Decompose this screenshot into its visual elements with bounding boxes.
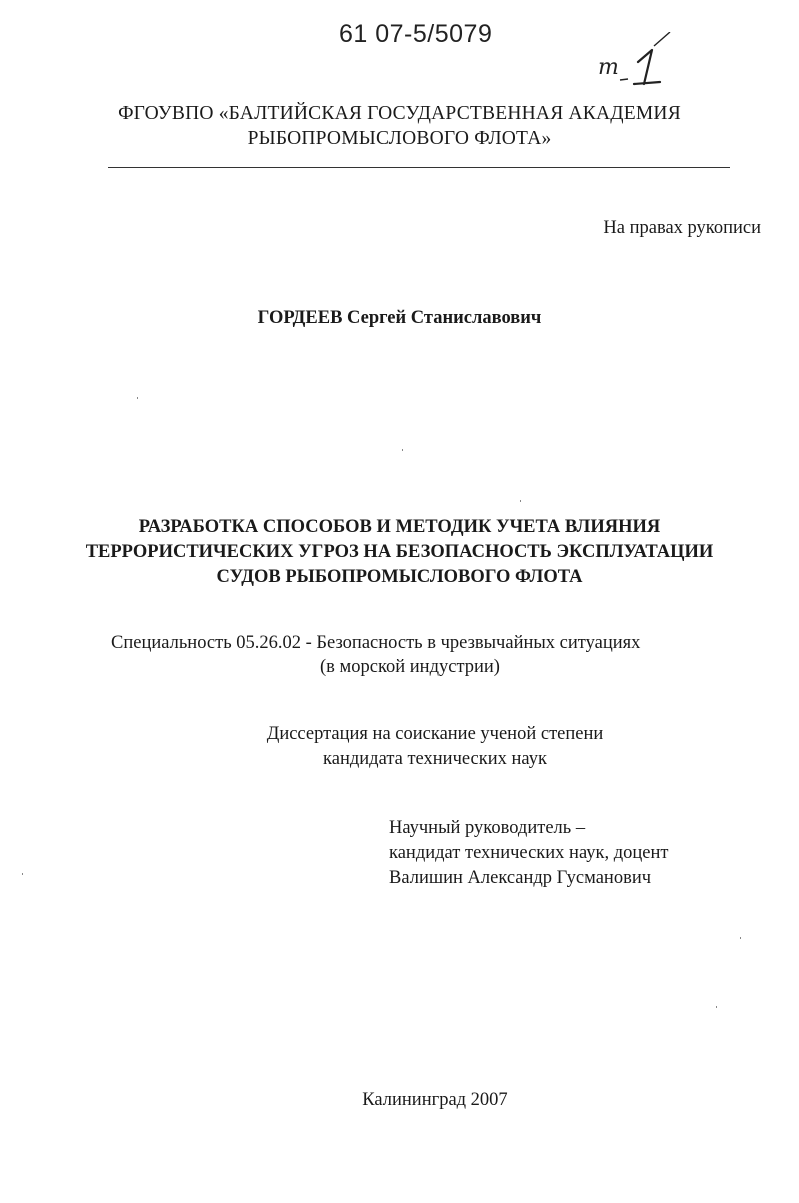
specialty-line [111, 633, 640, 654]
title-line-2: ТЕРРОРИСТИЧЕСКИХ УГРОЗ НА БЕЗОПАСНОСТЬ ЭКСПЛУАТАЦИИ [85, 542, 714, 562]
scan-speck [22, 873, 23, 875]
archive-stamp-number: 61 07-5/5079 [339, 20, 493, 48]
handwritten-slash [654, 32, 670, 46]
supervisor-name: Валишин Александр Гусманович [389, 868, 652, 888]
handwritten-letter: т [598, 55, 619, 80]
scan-speck [137, 397, 138, 399]
manuscript-rights: На правах рукописи [603, 218, 761, 238]
city-year: Калининград 2007 [362, 1090, 508, 1110]
title-line-1: РАЗРАБОТКА СПОСОБОВ И МЕТОДИК УЧЕТА ВЛИЯНИЯ [138, 517, 661, 537]
author-name: ГОРДЕЕВ Сергей Станиславович [257, 308, 542, 328]
handwritten-volume-mark [590, 32, 680, 94]
supervisor-role: Научный руководитель – [389, 818, 586, 838]
specialty-description: - Безопасность в чрезвычайных ситуациях [305, 633, 641, 653]
scan-speck [402, 449, 403, 451]
header-divider [108, 167, 730, 168]
title-line-3: СУДОВ РЫБОПРОМЫСЛОВОГО ФЛОТА [216, 567, 583, 587]
dissertation-degree [0, 722, 799, 772]
scan-speck [520, 500, 521, 502]
scan-speck [716, 1006, 717, 1008]
organization-line-1: ФГОУВПО «БАЛТИЙСКАЯ ГОСУДАРСТВЕННАЯ АКАДЕМИЯ [118, 103, 681, 124]
specialty-label: Специальность 05.26.02 [111, 633, 302, 653]
organization-name [0, 101, 799, 151]
handwritten-number-stroke [634, 50, 660, 84]
specialty-note: (в морской индустрии) [320, 657, 500, 677]
supervisor-block [389, 816, 668, 891]
degree-line-1: Диссертация на соискание ученой степени [266, 724, 604, 744]
handwritten-dash [620, 79, 628, 80]
degree-line-2: кандидата технических наук [323, 749, 547, 769]
dissertation-title [0, 515, 799, 590]
organization-line-2: РЫБОПРОМЫСЛОВОГО ФЛОТА» [247, 128, 552, 149]
scan-speck [740, 937, 741, 939]
supervisor-degree: кандидат технических наук, доцент [389, 843, 669, 863]
